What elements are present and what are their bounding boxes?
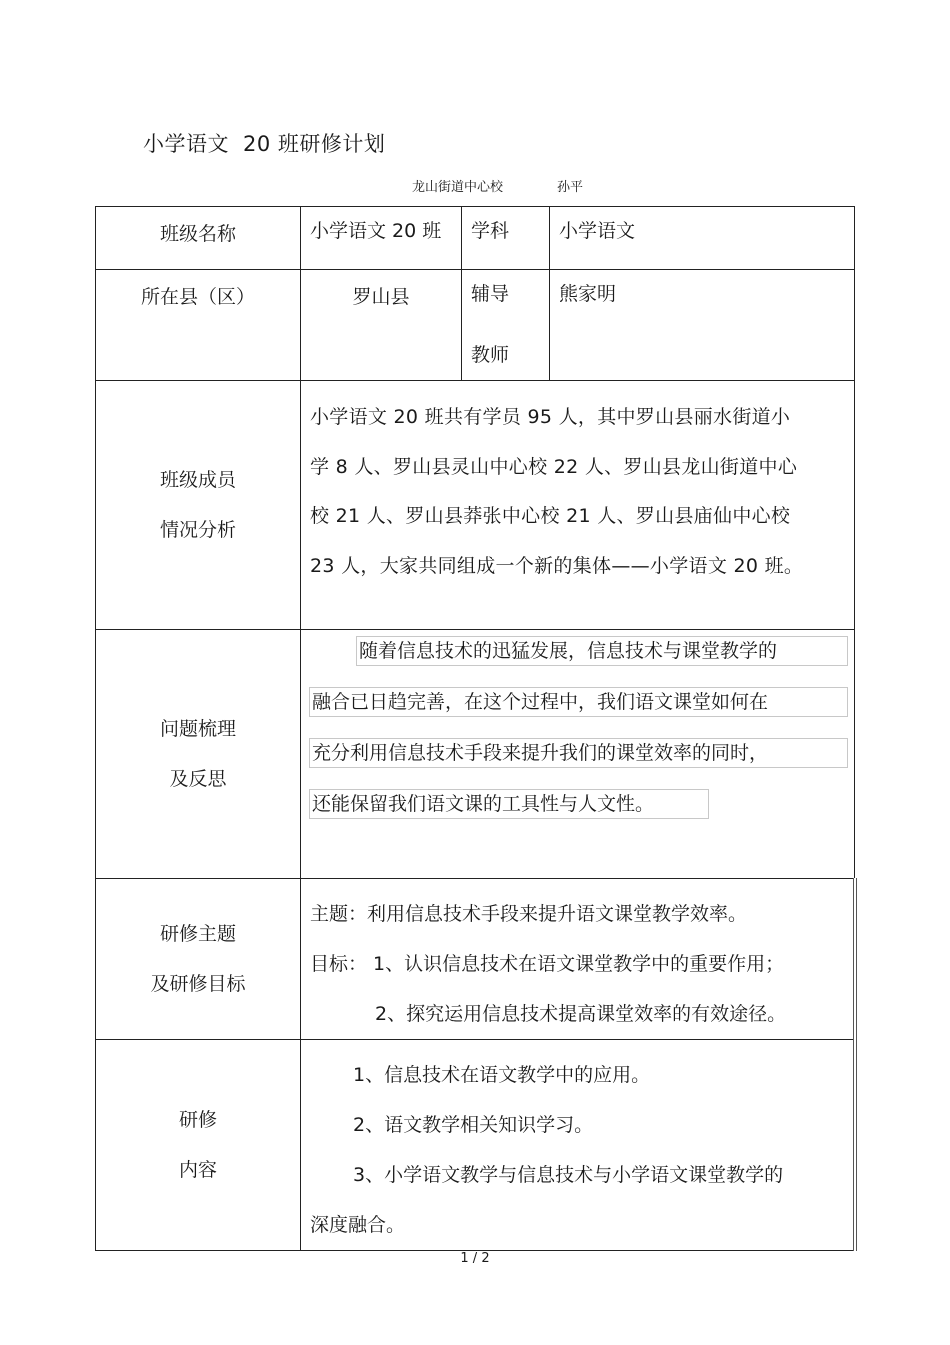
problem-line: 充分利用信息技术手段来提升我们的课堂效率的同时， (309, 738, 848, 768)
document-title (143, 128, 385, 158)
members-analysis (301, 381, 855, 630)
training-content (301, 1040, 855, 1251)
value-tutor: 熊家明 (550, 270, 855, 381)
author-name: 孙平 (557, 180, 584, 195)
label-theme (96, 879, 301, 1040)
label-content-line-1: 研修 (178, 1109, 217, 1131)
label-content (96, 1040, 301, 1251)
label-tutor-line-1: 辅导 (471, 283, 510, 305)
members-line: 学 8 人、罗山县灵山中心校 22 人、罗山县龙山街道中心 (310, 455, 798, 478)
label-tutor-line-2: 教师 (471, 344, 510, 366)
value-subject: 小学语文 (550, 207, 855, 270)
row-county (96, 270, 855, 381)
row-theme (96, 879, 855, 1040)
plan-table (95, 206, 857, 1251)
label-problems-line-1: 问题梳理 (159, 718, 236, 740)
theme-and-goals (301, 879, 855, 1040)
label-problems-line-2: 及反思 (169, 768, 227, 790)
label-tutor (462, 270, 550, 381)
goal-1: 目标： 1、认识信息技术在语文课堂教学中的重要作用； (310, 953, 785, 975)
content-item-1: 1、信息技术在语文教学中的应用。 (353, 1064, 651, 1086)
problem-line: 随着信息技术的迅猛发展，信息技术与课堂教学的 (356, 636, 848, 666)
problem-line: 还能保留我们语文课的工具性与人文性。 (309, 789, 709, 819)
value-county: 罗山县 (301, 270, 462, 381)
row-members (96, 381, 855, 630)
label-members-line-1: 班级成员 (159, 469, 236, 491)
label-members (96, 381, 301, 630)
label-class-name: 班级名称 (96, 207, 301, 270)
title-part-2: 20 班研修计划 (243, 132, 386, 156)
value-class-name: 小学语文 20 班 (301, 207, 462, 270)
members-line: 校 21 人、罗山县莽张中心校 21 人、罗山县庙仙中心校 (310, 505, 791, 527)
row-class-name (96, 207, 855, 270)
title-part-1: 小学语文 (143, 132, 229, 156)
row-problems (96, 630, 855, 879)
label-problems (96, 630, 301, 879)
school-name: 龙山街道中心校 (412, 180, 504, 195)
label-content-line-2: 内容 (178, 1159, 217, 1181)
row-content (96, 1040, 855, 1251)
content-item-2: 2、语文教学相关知识学习。 (353, 1114, 594, 1136)
label-county: 所在县（区） (96, 270, 301, 381)
content-item-3: 3、小学语文教学与信息技术与小学语文课堂教学的 (353, 1164, 784, 1186)
label-theme-line-1: 研修主题 (159, 923, 236, 945)
theme-text: 主题：利用信息技术手段来提升语文课堂教学效率。 (310, 903, 748, 925)
author-line (412, 176, 583, 195)
goal-2: 2、探究运用信息技术提高课堂效率的有效途径。 (375, 1003, 787, 1025)
label-members-line-2: 情况分析 (159, 519, 236, 541)
page-number: 1 / 2 (460, 1251, 490, 1266)
members-line: 小学语文 20 班共有学员 95 人，其中罗山县丽水街道小 (310, 406, 791, 428)
label-subject: 学科 (462, 207, 550, 270)
members-line: 23 人，大家共同组成一个新的集体——小学语文 20 班。 (310, 554, 804, 577)
label-theme-line-2: 及研修目标 (150, 973, 246, 995)
content-item-3-continued: 深度融合。 (310, 1214, 406, 1236)
problem-reflection (301, 630, 855, 879)
problem-line: 融合已日趋完善，在这个过程中，我们语文课堂如何在 (309, 687, 848, 717)
